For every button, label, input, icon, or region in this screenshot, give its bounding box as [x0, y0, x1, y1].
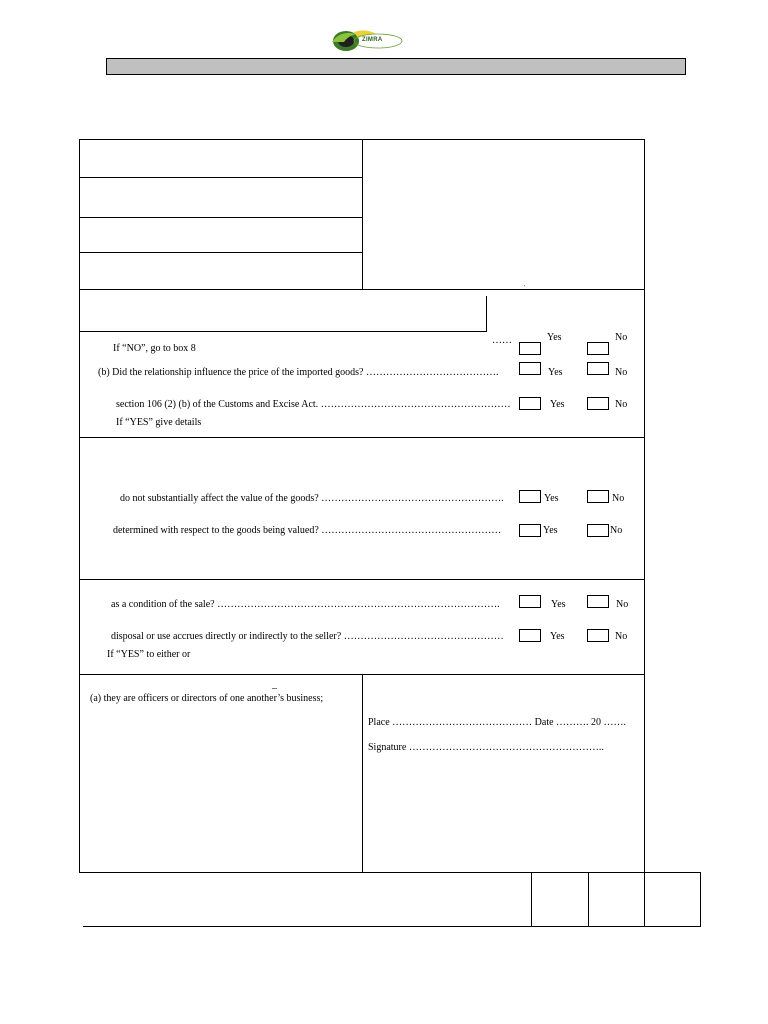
section-line-7 [79, 289, 645, 290]
declaration-place-date: Place …………………………………… Date ………. 20 ……. [368, 717, 627, 728]
s9-question-a: as a condition of the sale? …………………………………………………………………………. [111, 599, 500, 610]
declaration-signature: Signature ………………………………………………….. [368, 742, 604, 753]
zimra-logo [326, 28, 404, 54]
notes-dash: _ [272, 679, 277, 690]
s7a-yes-checkbox[interactable] [519, 342, 541, 355]
s8-question-b: determined with respect to the goods being valued? ……………………………………………… [113, 525, 502, 536]
s7b-yes-label: Yes [548, 367, 563, 378]
tick-mark: ' [524, 285, 526, 291]
s7c-yes-checkbox[interactable] [519, 397, 541, 410]
s8a-no-checkbox[interactable] [587, 490, 609, 503]
s7b-yes-checkbox[interactable] [519, 362, 541, 375]
header-bar [106, 58, 686, 75]
s7-yes-header: Yes [547, 332, 562, 343]
frame-right [644, 139, 645, 873]
s8-question-a: do not substantially affect the value of the goods? ………………………………………………. [120, 493, 504, 504]
bottom-divider-v [362, 674, 363, 873]
s7b-no-label: No [615, 367, 628, 378]
s9b-yes-label: Yes [550, 631, 565, 642]
s7-inner-bottom [79, 331, 487, 332]
s8b-no-checkbox[interactable] [587, 524, 609, 537]
s8b-yes-checkbox[interactable] [519, 524, 541, 537]
s7b-no-checkbox[interactable] [587, 362, 609, 375]
s7-pre-dots: …… [492, 335, 512, 346]
s7c-no-checkbox[interactable] [587, 397, 609, 410]
s7-if-no-text: If “NO”, go to box 8 [113, 343, 196, 354]
s7a-no-checkbox[interactable] [587, 342, 609, 355]
s9-if-yes-text: If “YES” to either or [107, 649, 191, 660]
top-row-line-1 [79, 177, 362, 178]
section-line-9 [79, 579, 645, 580]
footer-col-1 [531, 872, 532, 926]
top-divider-v [362, 139, 363, 290]
s7-inner-right [486, 296, 487, 332]
s8a-yes-checkbox[interactable] [519, 490, 541, 503]
s9b-yes-checkbox[interactable] [519, 629, 541, 642]
s9b-no-checkbox[interactable] [587, 629, 609, 642]
notes-item-a: (a) they are officers or directors of one another’s business; [90, 693, 324, 704]
footer-col-3 [644, 872, 645, 926]
s7-no-header: No [615, 332, 628, 343]
footer-bottom-line [83, 926, 701, 927]
frame-left [79, 139, 80, 873]
footer-col-2 [588, 872, 589, 926]
s8b-yes-label: Yes [543, 525, 558, 536]
section-line-8 [79, 437, 645, 438]
s7c-yes-label: Yes [550, 399, 565, 410]
s9a-no-checkbox[interactable] [587, 595, 609, 608]
s9a-yes-checkbox[interactable] [519, 595, 541, 608]
s7-if-yes-text: If “YES” give details [116, 417, 202, 428]
s8b-no-label: No [610, 525, 623, 536]
s9-question-b: disposal or use accrues directly or indirectly to the seller? ………………………………………… [111, 631, 504, 642]
s9a-yes-label: Yes [551, 599, 566, 610]
s8a-no-label: No [612, 493, 625, 504]
s7c-no-label: No [615, 399, 628, 410]
s9a-no-label: No [616, 599, 629, 610]
s7-question-c: section 106 (2) (b) of the Customs and Excise Act. ………………………………………………… [116, 399, 511, 410]
top-row-line-3 [79, 252, 362, 253]
footer-right-edge [700, 872, 701, 926]
s7-question-b: (b) Did the relationship influence the price of the imported goods? …………………………………. [98, 367, 499, 378]
logo-text: ZIMRA [362, 37, 383, 43]
top-row-line-2 [79, 217, 362, 218]
footer-top-line [79, 872, 701, 873]
s9b-no-label: No [615, 631, 628, 642]
s8a-yes-label: Yes [544, 493, 559, 504]
